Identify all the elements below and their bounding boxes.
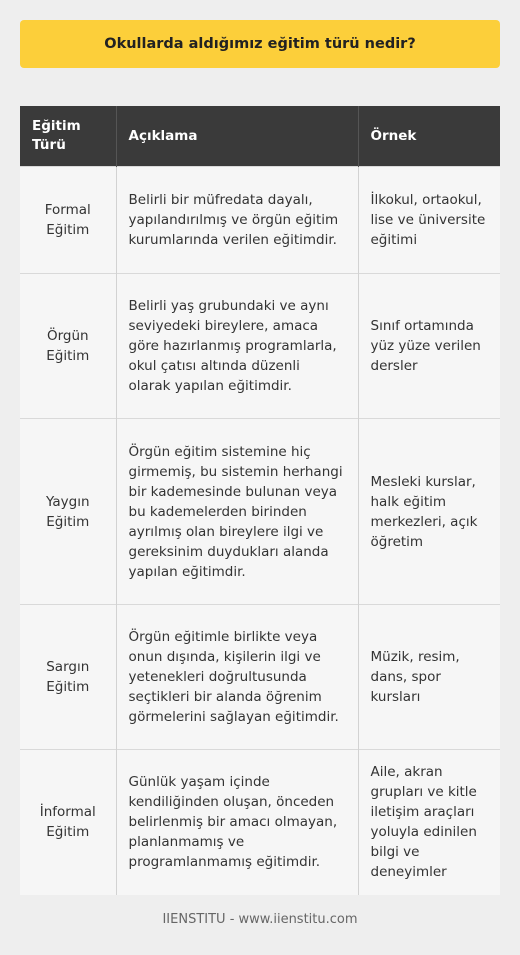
row-description-cell: Belirli yaş grubundaki ve aynı seviyedeki bireylere, amaca göre hazırlanmış programlarla, okul çatısı altında düzenli olarak yapılan eğitimdir. bbox=[116, 274, 358, 419]
header-example: Örnek bbox=[358, 106, 500, 167]
header-type: Eğitim Türü bbox=[20, 106, 116, 167]
row-type-cell: Örgün Eğitim bbox=[20, 274, 116, 419]
table-row bbox=[20, 167, 500, 274]
row-example-cell: Mesleki kurslar, halk eğitim merkezleri, açık öğretim bbox=[358, 419, 500, 605]
table-row bbox=[20, 274, 500, 419]
footer-credit: IIENSTITU - www.iienstitu.com bbox=[162, 912, 358, 927]
row-example-cell: İlkokul, ortaokul, lise ve üniversite eğitimi bbox=[358, 167, 500, 274]
table-row bbox=[20, 419, 500, 605]
row-description-cell: Belirli bir müfredata dayalı, yapılandırılmış ve örgün eğitim kurumlarında verilen eğitimdir. bbox=[116, 167, 358, 274]
table-row bbox=[20, 605, 500, 750]
education-types-table bbox=[20, 106, 500, 895]
row-example-cell: Müzik, resim, dans, spor kursları bbox=[358, 605, 500, 750]
row-description-cell: Örgün eğitimle birlikte veya onun dışında, kişilerin ilgi ve yetenekleri doğrultusunda seçtikleri bir alanda öğrenim görmelerini sağlayan eğitimdir. bbox=[116, 605, 358, 750]
header-description: Açıklama bbox=[116, 106, 358, 167]
row-type-cell: Sargın Eğitim bbox=[20, 605, 116, 750]
table-header-row bbox=[20, 106, 500, 167]
row-type-cell: İnformal Eğitim bbox=[20, 750, 116, 895]
row-example-cell: Aile, akran grupları ve kitle iletişim araçları yoluyla edinilen bilgi ve deneyimler bbox=[358, 750, 500, 895]
row-description-cell: Örgün eğitim sistemine hiç girmemiş, bu sistemin herhangi bir kademesinde bulunan veya bu kademelerden birinden ayrılmış olan bireylere ilgi ve gereksinim duydukları alanda yapılan eğitimdir. bbox=[116, 419, 358, 605]
page-title: Okullarda aldığımız eğitim türü nedir? bbox=[20, 20, 500, 68]
row-description-cell: Günlük yaşam içinde kendiliğinden oluşan, önceden belirlenmiş bir amacı olmayan, planlanmamış ve programlanmamış eğitimdir. bbox=[116, 750, 358, 895]
row-type-cell: Formal Eğitim bbox=[20, 167, 116, 274]
table-row bbox=[20, 750, 500, 895]
row-type-cell: Yaygın Eğitim bbox=[20, 419, 116, 605]
row-example-cell: Sınıf ortamında yüz yüze verilen dersler bbox=[358, 274, 500, 419]
